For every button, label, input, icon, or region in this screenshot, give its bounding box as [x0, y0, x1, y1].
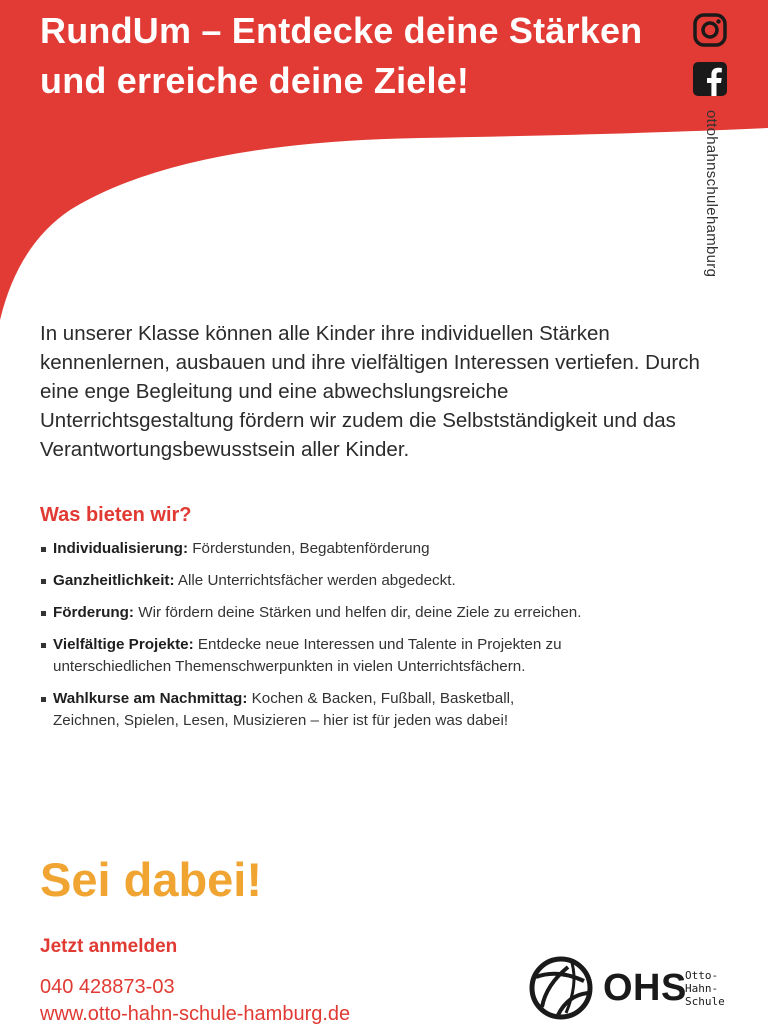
- instagram-icon[interactable]: [692, 12, 728, 48]
- list-item: [40, 538, 720, 560]
- logo-abbreviation: OHS: [603, 967, 687, 1009]
- website-link[interactable]: www.otto-hahn-schule-hamburg.de: [40, 1003, 351, 1025]
- social-handle: [703, 110, 720, 278]
- item-text: Wir fördern deine Stärken und helfen dir, deine Ziele zu erreichen.: [138, 604, 582, 621]
- ball-logo-icon: [528, 955, 594, 1021]
- item-label: Wahlkurse am Nachmittag:: [53, 690, 248, 707]
- intro-text: In unserer Klasse können alle Kinder ihre individuellen Stärken kennenlernen, ausbauen und ihre vielfältigen Interessen vertiefen. Durch eine enge Begleitung und eine abwechslungsreiche Unterrichtsgestaltung fördern wir zudem die Selbstständigkeit und das Verantwortungsbewusstsein aller Kinder.: [40, 322, 700, 461]
- item-text: Kochen & Backen, Fußball, Basketball, Zeichnen, Spielen, Lesen, Musizieren – hier ist für jeden was dabei!: [53, 690, 515, 729]
- list-item: [40, 602, 720, 624]
- list-item: [40, 688, 563, 732]
- item-label: Förderung:: [53, 604, 134, 621]
- logo-name-line: Hahn-: [685, 982, 719, 995]
- phone-link[interactable]: 040 428873-03: [40, 976, 175, 998]
- item-text: Förderstunden, Begabtenförderung: [192, 540, 430, 557]
- item-text: Entdecke neue Interessen und Talente in Projekten zu unterschiedlichen Themenschwerpunkten in vielen Unterrichtsfächern.: [53, 636, 562, 675]
- logo-name-line: Schule: [685, 995, 725, 1008]
- item-label: Individualisierung:: [53, 540, 189, 557]
- school-logo: [528, 955, 738, 1021]
- logo-name-line: Otto-: [685, 969, 719, 982]
- item-text: Alle Unterrichtsfächer werden abgedeckt.: [177, 572, 456, 589]
- register-heading: Jetzt anmelden: [40, 936, 178, 957]
- item-label: Vielfältige Projekte:: [53, 636, 194, 653]
- list-item: [40, 634, 613, 678]
- item-label: Ganzheitlichkeit:: [53, 572, 175, 589]
- cta-headline: Sei dabei!: [40, 853, 263, 906]
- offers-list: [40, 538, 720, 742]
- title-line-2: und erreiche deine Ziele!: [40, 60, 470, 101]
- facebook-icon[interactable]: [692, 61, 728, 97]
- page-title: [40, 6, 680, 106]
- title-line-1: RundUm – Entdecke deine Stärken: [40, 10, 643, 51]
- offers-heading: Was bieten wir?: [40, 504, 192, 526]
- logo-name: [685, 969, 725, 1008]
- social-handle-text: ottohahnschulehamburg: [703, 110, 720, 278]
- list-item: [40, 570, 720, 592]
